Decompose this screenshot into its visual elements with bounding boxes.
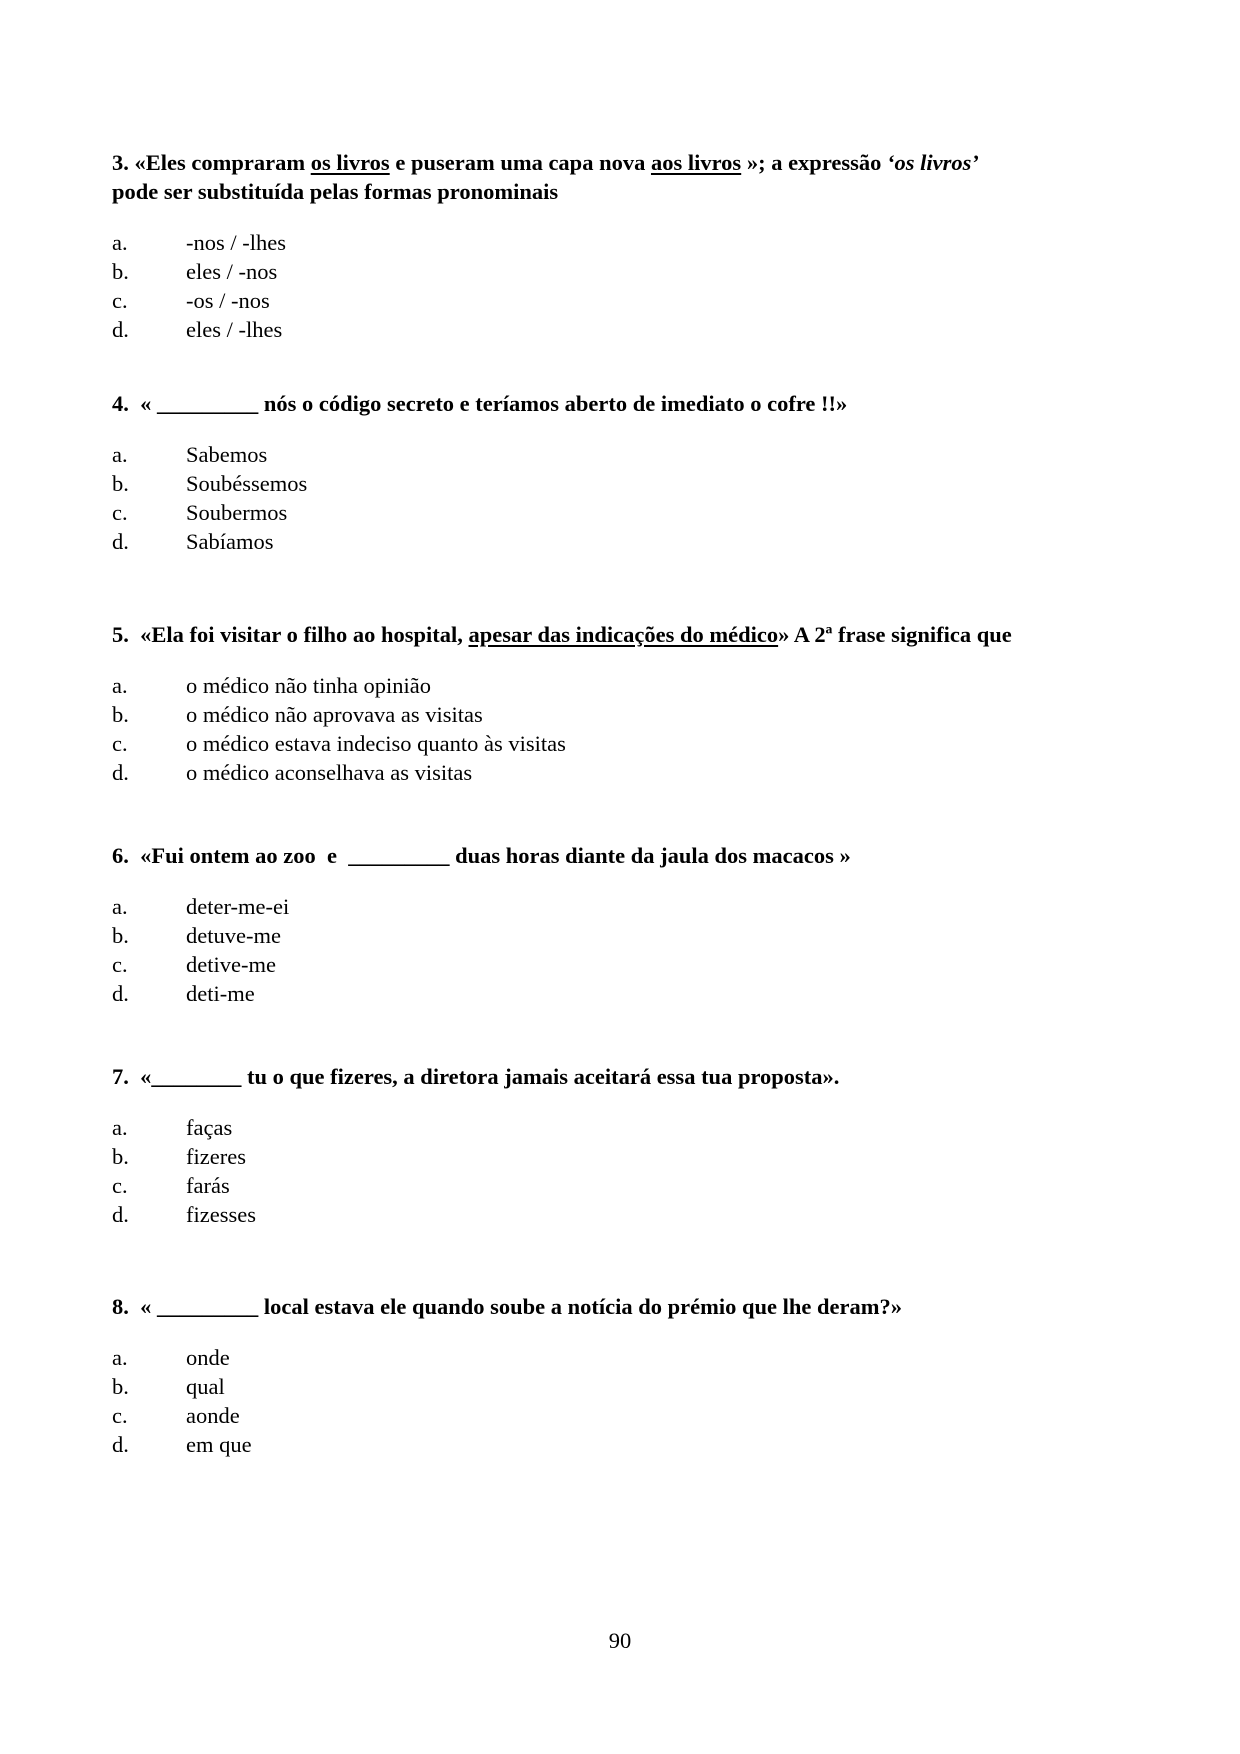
option-d[interactable] [112,1200,1142,1229]
option-d[interactable] [112,315,1142,344]
option-d[interactable] [112,527,1142,556]
options-list [112,228,1142,344]
question-text-segment: « _________ local estava ele quando soube a notícia do prémio que lhe deram?» [128,1294,903,1319]
question-3-text [112,148,1142,206]
option-a[interactable] [112,671,1142,700]
option-d[interactable] [112,758,1142,787]
option-b[interactable] [112,1372,1142,1401]
option-text: Soubéssemos [186,471,308,496]
option-letter: a. [112,673,128,698]
question-text-segment: «________ tu o que fizeres, a diretora jamais aceitará essa tua proposta». [128,1064,840,1089]
question-number: 5. [112,622,129,647]
option-letter: b. [112,259,129,284]
underlined-phrase: apesar das indicações do médico [468,622,779,647]
underlined-phrase: os livros [310,150,390,175]
option-b[interactable] [112,921,1142,950]
option-letter: d. [112,529,129,554]
question-6 [112,841,1142,1008]
option-text: qual [186,1374,225,1399]
option-a[interactable] [112,892,1142,921]
option-d[interactable] [112,979,1142,1008]
option-a[interactable] [112,228,1142,257]
option-letter: d. [112,981,129,1006]
option-text: fizeres [186,1144,246,1169]
option-text: fizesses [186,1202,256,1227]
options-list [112,440,1142,556]
option-text: -os / -nos [186,288,270,313]
option-text: aonde [186,1403,240,1428]
option-letter: a. [112,442,128,467]
option-a[interactable] [112,1343,1142,1372]
question-text-segment: «Ela foi visitar o filho ao hospital, [128,622,469,647]
option-c[interactable] [112,498,1142,527]
option-letter: c. [112,288,128,313]
option-text: Sabemos [186,442,268,467]
question-7 [112,1062,1142,1229]
question-7-text [112,1062,1142,1091]
option-text: -nos / -lhes [186,230,286,255]
option-letter: c. [112,1173,128,1198]
underlined-phrase: aos livros [650,150,742,175]
options-list [112,671,1142,787]
question-number: 4. [112,391,129,416]
page-number: 90 [608,1628,632,1653]
option-text: o médico aconselhava as visitas [186,760,473,785]
option-text: faças [186,1115,233,1140]
option-letter: c. [112,1403,128,1428]
option-text: detive-me [186,952,276,977]
option-c[interactable] [112,286,1142,315]
option-text: deti-me [186,981,255,1006]
question-6-text [112,841,1142,870]
option-a[interactable] [112,1113,1142,1142]
option-a[interactable] [112,440,1142,469]
option-text: deter-me-ei [186,894,290,919]
option-c[interactable] [112,1171,1142,1200]
question-8 [112,1292,1142,1459]
option-letter: b. [112,923,129,948]
option-letter: a. [112,894,128,919]
option-text: onde [186,1345,230,1370]
option-letter: d. [112,1202,129,1227]
option-letter: d. [112,1432,129,1457]
option-c[interactable] [112,950,1142,979]
option-text: o médico não aprovava as visitas [186,702,483,727]
options-list [112,892,1142,1008]
question-number: 8. [112,1294,129,1319]
question-4 [112,389,1142,556]
question-3 [112,148,1142,344]
option-b[interactable] [112,469,1142,498]
option-letter: c. [112,731,128,756]
question-text-segment: e puseram uma capa nova [389,150,651,175]
option-c[interactable] [112,1401,1142,1430]
option-letter: c. [112,500,128,525]
option-letter: c. [112,952,128,977]
option-letter: d. [112,760,129,785]
question-text-segment: »; a expressão [741,150,888,175]
question-number: 3. [112,150,129,175]
option-d[interactable] [112,1430,1142,1459]
option-text: farás [186,1173,230,1198]
option-text: Soubermos [186,500,288,525]
options-list [112,1113,1142,1229]
option-text: em que [186,1432,252,1457]
option-letter: a. [112,1115,128,1140]
question-5-text [112,620,1142,649]
option-letter: a. [112,1345,128,1370]
option-text: o médico estava indeciso quanto às visitas [186,731,566,756]
italic-phrase: ‘os livros’ [887,150,979,175]
option-letter: a. [112,230,128,255]
option-b[interactable] [112,1142,1142,1171]
option-letter: b. [112,471,129,496]
option-letter: b. [112,702,129,727]
options-list [112,1343,1142,1459]
question-text-segment: » A 2ª frase significa que [778,622,1012,647]
option-text: Sabíamos [186,529,274,554]
option-text: eles / -nos [186,259,278,284]
question-text-segment: «Fui ontem ao zoo e _________ duas horas diante da jaula dos macacos » [128,843,851,868]
option-text: o médico não tinha opinião [186,673,431,698]
question-8-text [112,1292,1142,1321]
question-5 [112,620,1142,787]
option-b[interactable] [112,700,1142,729]
option-text: detuve-me [186,923,281,948]
question-number: 7. [112,1064,129,1089]
question-number: 6. [112,843,129,868]
option-b[interactable] [112,257,1142,286]
question-4-text [112,389,1142,418]
question-text-segment: «Eles compraram [128,150,311,175]
option-text: eles / -lhes [186,317,283,342]
option-letter: d. [112,317,129,342]
question-text-segment: « _________ nós o código secreto e teríamos aberto de imediato o cofre !!» [128,391,848,416]
option-letter: b. [112,1144,129,1169]
option-letter: b. [112,1374,129,1399]
question-text-segment: pode ser substituída pelas formas pronominais [112,179,559,204]
option-c[interactable] [112,729,1142,758]
